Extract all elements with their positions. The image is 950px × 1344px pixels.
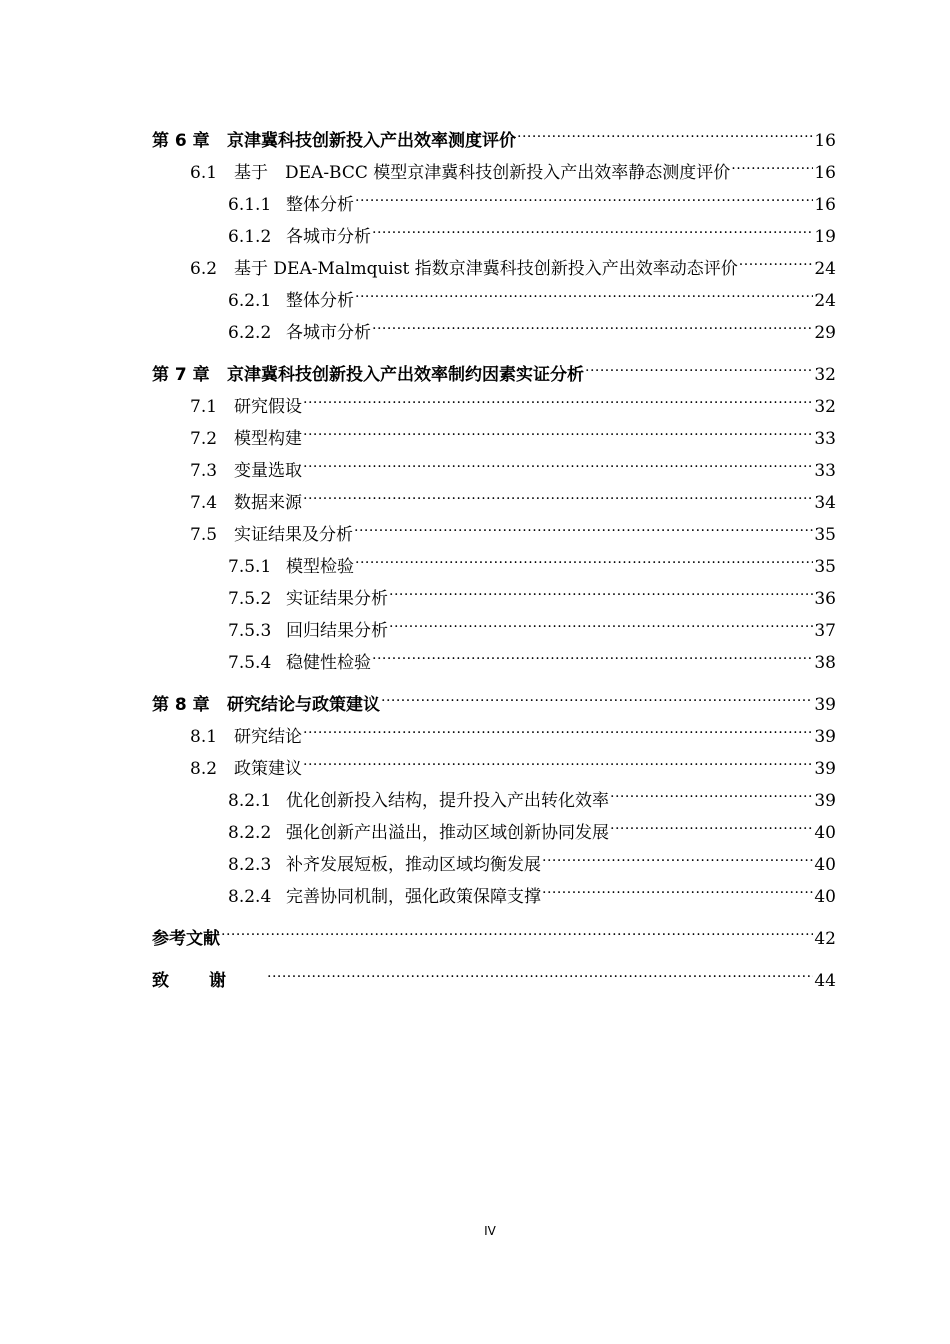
- toc-dot-leader: [381, 678, 813, 710]
- toc-dot-leader: [610, 806, 813, 838]
- toc-entry-page: 33: [814, 429, 836, 449]
- toc-entry-title: 各城市分析: [286, 227, 371, 247]
- toc-entry-page: 35: [814, 525, 836, 545]
- toc-entry-title: 致谢: [152, 971, 266, 991]
- toc-dot-leader: [610, 774, 813, 806]
- toc-chapter-entry[interactable]: [152, 954, 836, 991]
- toc-entry-number: 第 8 章: [152, 695, 210, 715]
- toc-chapter-entry[interactable]: [152, 348, 836, 385]
- toc-chapter-entry[interactable]: [152, 114, 836, 151]
- toc-entry-number: 7.5.2: [228, 589, 272, 609]
- toc-entry-number: 8.1: [190, 727, 218, 747]
- toc-entry-title: 参考文献: [152, 929, 220, 949]
- toc-entry-number: 7.3: [190, 461, 218, 481]
- toc-dot-leader: [303, 476, 813, 508]
- toc-entry-number: 8.2.4: [228, 887, 272, 907]
- toc-entry-title: 京津冀科技创新投入产出效率测度评价: [227, 131, 516, 151]
- toc-entry-number: 6.1.1: [228, 195, 272, 215]
- toc-entry-page: 33: [814, 461, 836, 481]
- toc-entry-page: 16: [814, 195, 836, 215]
- toc-entry-title: 补齐发展短板，推动区域均衡发展: [286, 855, 541, 875]
- toc-entry-number: 7.5.4: [228, 653, 272, 673]
- toc-dot-leader: [303, 742, 813, 774]
- toc-entry-page: 32: [814, 365, 836, 385]
- toc-entry-page: 38: [814, 653, 836, 673]
- toc-entry-page: 36: [814, 589, 836, 609]
- toc-entry-title: 各城市分析: [286, 323, 371, 343]
- toc-dot-leader: [372, 636, 813, 668]
- toc-dot-leader: [355, 540, 813, 572]
- toc-entry-number: 8.2.3: [228, 855, 272, 875]
- toc-entry-page: 44: [814, 971, 836, 991]
- toc-entry-title: 回归结果分析: [286, 621, 388, 641]
- toc-entry-title: 研究结论与政策建议: [227, 695, 380, 715]
- toc-entry-number: 第 6 章: [152, 131, 210, 151]
- toc-dot-leader: [585, 348, 813, 380]
- toc-entry-title: 整体分析: [286, 195, 354, 215]
- toc-entry-page: 24: [814, 291, 836, 311]
- toc-entry-number: 8.2.1: [228, 791, 272, 811]
- toc-entry-number: 第 7 章: [152, 365, 210, 385]
- toc-entry-number: 8.2: [190, 759, 218, 779]
- toc-entry-title: 研究结论: [234, 727, 302, 747]
- toc-entry-page: 29: [814, 323, 836, 343]
- toc-entry-title: 实证结果及分析: [234, 525, 353, 545]
- toc-entry-number: 7.4: [190, 493, 218, 513]
- table-of-contents: [152, 114, 836, 991]
- page-number: IV: [484, 1224, 496, 1238]
- toc-chapter-entry[interactable]: [152, 912, 836, 949]
- toc-entry-title: 基于 DEA-BCC 模型京津冀科技创新投入产出效率静态测度评价: [234, 163, 731, 183]
- toc-entry-number: 6.1: [190, 163, 218, 183]
- toc-dot-leader: [303, 380, 813, 412]
- toc-entry-title: 研究假设: [234, 397, 302, 417]
- toc-entry-title: 京津冀科技创新投入产出效率制约因素实证分析: [227, 365, 584, 385]
- toc-dot-leader: [542, 838, 813, 870]
- toc-entry-number: 7.5: [190, 525, 218, 545]
- toc-entry-number: 8.2.2: [228, 823, 272, 843]
- toc-entry-title: 稳健性检验: [286, 653, 371, 673]
- toc-dot-leader: [303, 710, 813, 742]
- toc-dot-leader: [355, 274, 813, 306]
- toc-entry-page: 42: [814, 929, 836, 949]
- toc-entry-title: 模型检验: [286, 557, 354, 577]
- toc-dot-leader: [303, 412, 813, 444]
- toc-entry-page: 40: [814, 855, 836, 875]
- toc-entry-number: 7.2: [190, 429, 218, 449]
- toc-entry-title: 基于 DEA-Malmquist 指数京津冀科技创新投入产出效率动态评价: [234, 259, 738, 279]
- toc-entry-title: 数据来源: [234, 493, 302, 513]
- toc-entry-page: 32: [814, 397, 836, 417]
- toc-entry-number: 6.2: [190, 259, 218, 279]
- toc-entry-title: 完善协同机制，强化政策保障支撑: [286, 887, 541, 907]
- toc-entry-page: 19: [814, 227, 836, 247]
- toc-entry-page: 40: [814, 887, 836, 907]
- toc-entry-number: 6.1.2: [228, 227, 272, 247]
- toc-entry-page: 16: [814, 163, 836, 183]
- toc-entry-page: 37: [814, 621, 836, 641]
- toc-entry-page: 39: [814, 791, 836, 811]
- toc-dot-leader: [739, 242, 814, 274]
- toc-entry-number: 7.5.1: [228, 557, 272, 577]
- toc-entry-title: 优化创新投入结构，提升投入产出转化效率: [286, 791, 609, 811]
- toc-entry-title: 变量选取: [234, 461, 302, 481]
- toc-entry-title: 政策建议: [234, 759, 302, 779]
- toc-entry-page: 24: [814, 259, 836, 279]
- toc-dot-leader: [372, 210, 813, 242]
- toc-entry-page: 39: [814, 695, 836, 715]
- toc-entry-number: 7.1: [190, 397, 218, 417]
- toc-entry-page: 39: [814, 759, 836, 779]
- toc-entry-page: 40: [814, 823, 836, 843]
- toc-dot-leader: [517, 114, 813, 146]
- toc-dot-leader: [389, 572, 813, 604]
- toc-entry-page: 35: [814, 557, 836, 577]
- toc-chapter-entry[interactable]: [152, 678, 836, 715]
- toc-entry-page: 39: [814, 727, 836, 747]
- toc-dot-leader: [354, 508, 813, 540]
- toc-entry-title: 实证结果分析: [286, 589, 388, 609]
- toc-dot-leader: [372, 306, 813, 338]
- toc-dot-leader: [221, 912, 813, 944]
- toc-entry-number: 6.2.2: [228, 323, 272, 343]
- toc-entry-title: 整体分析: [286, 291, 354, 311]
- toc-entry-page: 34: [814, 493, 836, 513]
- toc-entry-title: 强化创新产出溢出，推动区域创新协同发展: [286, 823, 609, 843]
- toc-dot-leader: [542, 870, 813, 902]
- toc-dot-leader: [303, 444, 813, 476]
- toc-entry-number: 6.2.1: [228, 291, 272, 311]
- toc-entry-page: 16: [814, 131, 836, 151]
- toc-dot-leader: [267, 954, 813, 986]
- toc-dot-leader: [389, 604, 813, 636]
- toc-entry-title: 模型构建: [234, 429, 302, 449]
- toc-entry-number: 7.5.3: [228, 621, 272, 641]
- toc-dot-leader: [355, 178, 813, 210]
- toc-dot-leader: [731, 146, 813, 178]
